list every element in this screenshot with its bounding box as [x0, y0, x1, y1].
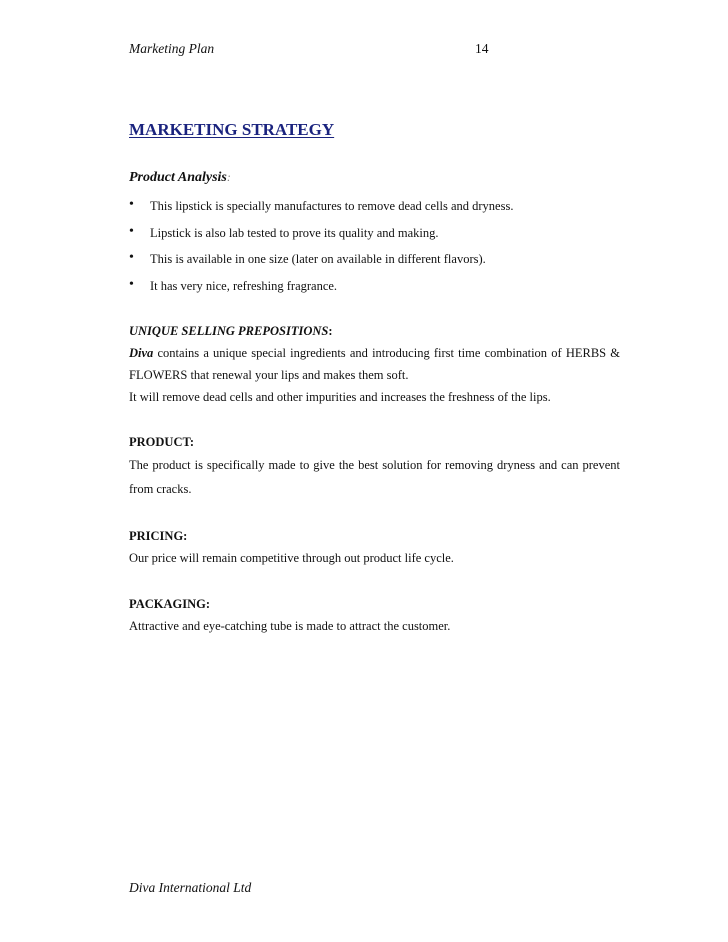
product-text: The product is specifically made to give the best solution for removing dryness and can prevent from cracks. [129, 458, 620, 496]
bullet-icon: • [129, 223, 134, 239]
packaging-text: Attractive and eye-catching tube is made to attract the customer. [129, 619, 451, 633]
list-item-text: It has very nice, refreshing fragrance. [150, 278, 338, 293]
usp-paragraph-1-text: contains a unique special ingredients and introducing first time combination of HERBS & FLOWERS that renewal your lips and makes them soft. [129, 346, 621, 382]
usp-heading-text: UNIQUE SELLING PREPOSITIONS [129, 324, 329, 338]
product-heading: PRODUCT: [129, 435, 195, 449]
header-title: Marketing Plan [129, 41, 215, 56]
footer-company: Diva International Ltd [129, 880, 252, 895]
page-number: 14 [475, 41, 489, 56]
brand-name: Diva [129, 346, 154, 360]
usp-paragraph-1 [129, 342, 620, 386]
pricing-heading: PRICING: [129, 529, 188, 543]
bullet-icon: • [129, 250, 134, 265]
usp-heading [129, 320, 620, 342]
usp-heading-colon: : [328, 324, 333, 338]
list-item-text: Lipstick is also lab tested to prove its quality and making. [150, 225, 439, 240]
list-item-text: This is available in one size (later on available in different flavors). [150, 252, 486, 266]
bullet-icon: • [129, 276, 134, 292]
product-section [129, 431, 620, 501]
packaging-heading: PACKAGING: [129, 597, 211, 611]
list-item-text: This lipstick is specially manufactures to remove dead cells and dryness. [150, 199, 514, 213]
product-analysis-colon: : [226, 170, 231, 184]
usp-paragraph-2: It will remove dead cells and other impurities and increases the freshness of the lips. [129, 390, 551, 404]
packaging-section [129, 593, 620, 637]
pricing-section [129, 525, 620, 569]
usp-section [129, 320, 620, 408]
section-title: MARKETING STRATEGY [129, 120, 335, 139]
product-analysis-heading-text: Product Analysis [129, 170, 227, 185]
pricing-text: Our price will remain competitive through out product life cycle. [129, 551, 454, 565]
product-analysis-heading [129, 170, 231, 186]
bullet-icon: • [129, 197, 134, 212]
